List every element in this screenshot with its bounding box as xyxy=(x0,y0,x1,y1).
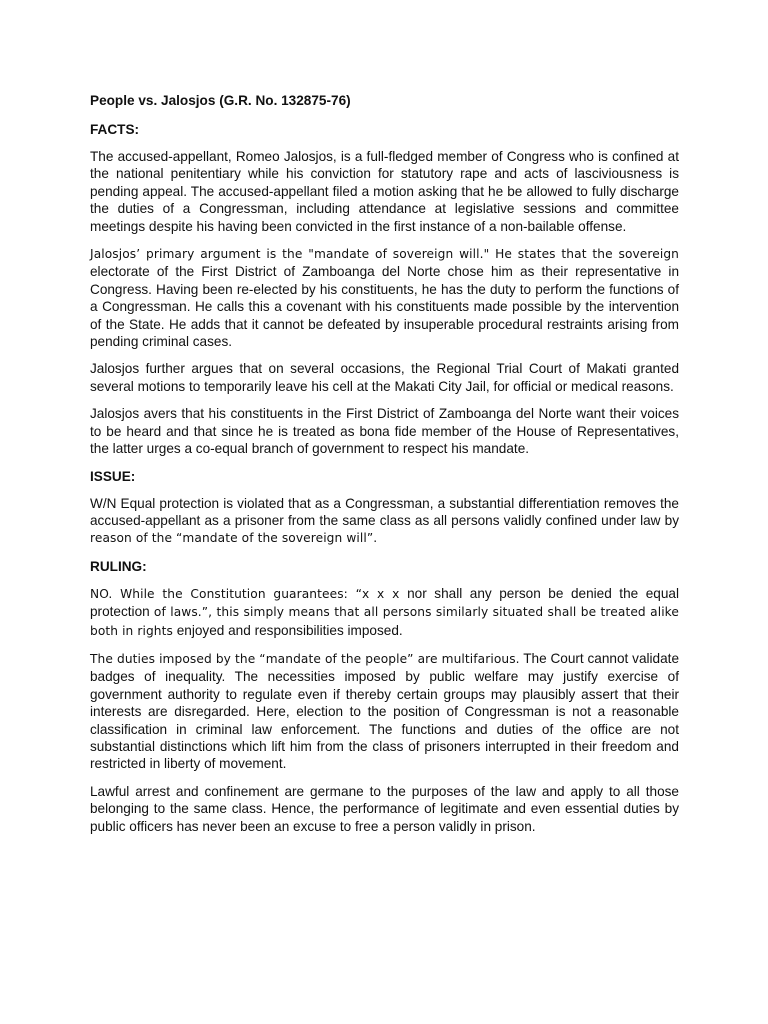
issue-paragraph-tail: reason of the “mandate of the sovereign will”. xyxy=(90,531,378,546)
document-title: People vs. Jalosjos (G.R. No. 132875-76) xyxy=(90,93,351,108)
issue-heading: ISSUE: xyxy=(90,468,136,484)
ruling-paragraph-1-d: enjoyed and responsibilities imposed. xyxy=(172,622,403,638)
ruling-paragraph-1-a: NO. While the Constitution guarantees: “x x x xyxy=(90,586,408,601)
ruling-paragraph-2-rest: The Court cannot validate badges of inequality. The necessities imposed by public welfare may justify exercise of government authority to regulate even if thereby certain groups may plausibly assert that their interests are disregarded. Here, election to the position of Congressman is not a reasonable classification in criminal law enforcement. The functions and duties of the office are not substantial distinctions which lift him from the class of prisoners interrupted in their freedom and restricted in liberty of movement. xyxy=(90,650,680,772)
facts-heading: FACTS: xyxy=(90,122,140,137)
ruling-paragraph-1-c: of laws.”, this simply means that all persons similarly situated shall be treated alike both in rights xyxy=(90,605,679,638)
ruling-heading: RULING: xyxy=(90,558,147,574)
ruling-paragraph-3: Lawful arrest and confinement are germane to the purposes of the law and apply to all those belonging to the same class. Hence, the performance of legitimate and even essential duties by public officers has never been an excuse to free a person validly in prison. xyxy=(90,783,679,834)
ruling-paragraph-2-lead: The duties imposed by the “mandate of the people” are multifarious. xyxy=(90,651,520,666)
document-page xyxy=(90,92,679,845)
ruling-paragraph-1 xyxy=(90,585,679,640)
issue-paragraph xyxy=(90,495,679,548)
facts-paragraph-4: Jalosjos avers that his constituents in the First District of Zamboanga del Norte want their voices to be heard and that since he is treated as bona fide member of the House of Representatives, the latter urges a co-equal branch of government to respect his mandate. xyxy=(90,406,679,457)
issue-paragraph-main: W/N Equal protection is violated that as a Congressman, a substantial differentiation removes the accused-appellant as a prisoner from the same class as all persons validly confined under law by xyxy=(90,495,679,528)
ruling-paragraph-1-b: nor shall any person be denied the equal protection xyxy=(90,585,679,620)
ruling-paragraph-2 xyxy=(90,650,679,773)
facts-paragraph-2-rest: electorate of the First District of Zamboanga del Norte chose him as their representative in Congress. Having been re-elected by his constituents, he has the duty to perform the functions of a Congressman. He calls this a covenant with his constituents made possible by the intervention of the State. He adds that it cannot be defeated by insuperable procedural restraints arising from pending criminal cases. xyxy=(90,264,679,350)
facts-paragraph-2 xyxy=(90,245,679,350)
facts-paragraph-3: Jalosjos further argues that on several occasions, the Regional Trial Court of Makati granted several motions to temporarily leave his cell at the Makati City Jail, for official or medical reasons. xyxy=(90,361,679,394)
facts-paragraph-2-lead: Jalosjos’ primary argument is the "mandate of sovereign will." He states that the sovereign xyxy=(90,247,679,262)
facts-paragraph-1: The accused-appellant, Romeo Jalosjos, is a full-fledged member of Congress who is confined at the national penitentiary while his conviction for statutory rape and acts of lasciviousness is pending appeal. The accused-appellant filed a motion asking that he be allowed to fully discharge the duties of a Congressman, including attendance at legislative sessions and committee meetings despite his having been convicted in the first instance of a non-bailable offense. xyxy=(90,149,679,234)
